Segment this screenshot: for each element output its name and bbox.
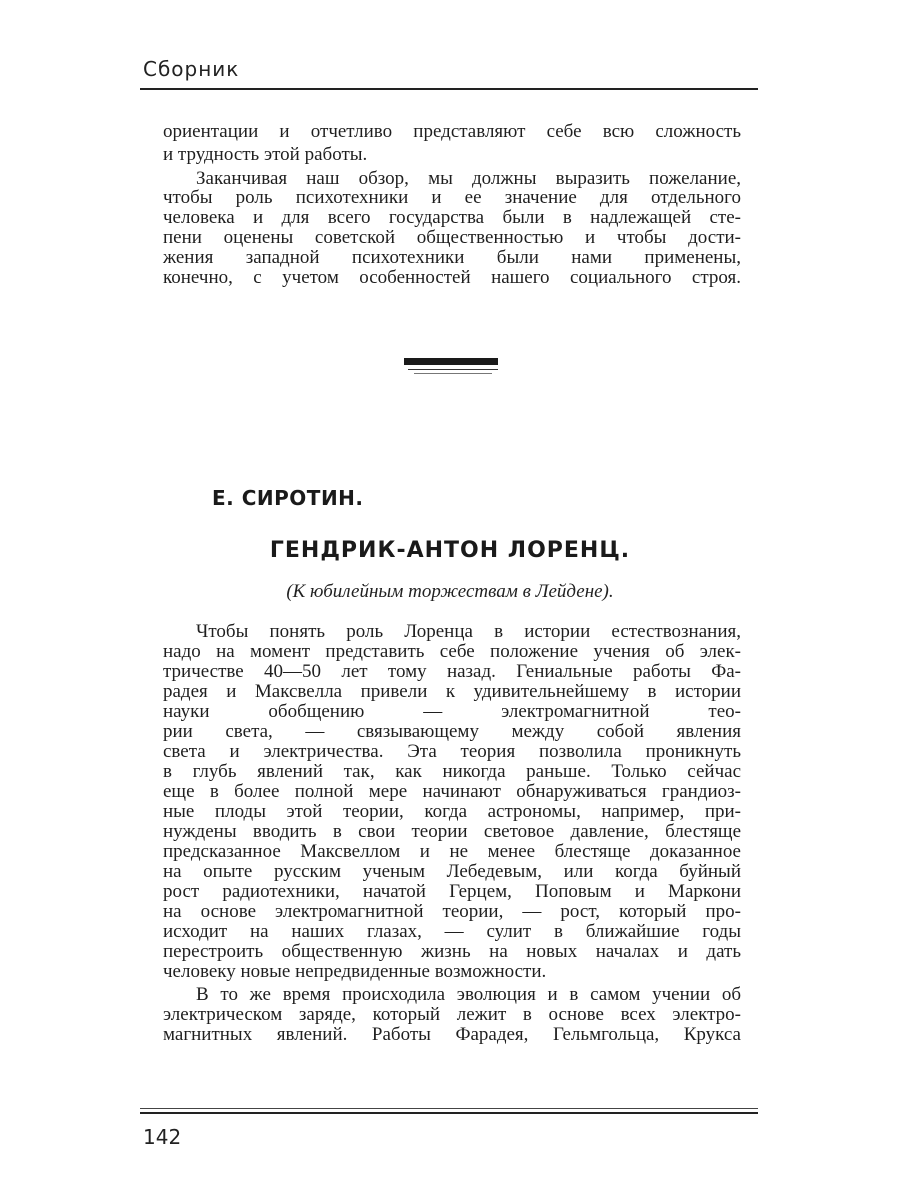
text-line: жения западной психотехники были нами применены, — [163, 247, 741, 268]
text-line: рии света, — связывающему между собой явления — [163, 721, 741, 742]
text-line: чтобы роль психотехники и ее значение для отдельного — [163, 187, 741, 208]
text-line: науки обобщению — электромагнитной тео- — [163, 701, 741, 722]
text-line: магнитных явлений. Работы Фарадея, Гельмгольца, Крукса — [163, 1024, 741, 1045]
text-line: пени оценены советской общественностью и чтобы дости- — [163, 227, 741, 248]
article-title: ГЕНДРИК-АНТОН ЛОРЕНЦ. — [269, 538, 631, 563]
text-line: конечно, с учетом особенностей нашего социального строя. — [163, 267, 741, 288]
footer-rule — [140, 1112, 758, 1114]
text-line: света и электричества. Эта теория позволила проникнуть — [163, 741, 741, 762]
text-line: человеку новые непредвиденные возможности. — [163, 961, 547, 982]
text-line: радея и Максвелла привели к удивительнейшему в истории — [163, 681, 741, 702]
running-head: Сборник — [143, 57, 240, 81]
text-line: исходит на наших глазах, — сулит в ближайшие годы — [163, 921, 741, 942]
text-line: рост радиотехники, начатой Герцем, Поповым и Маркони — [163, 881, 741, 902]
text-line: нуждены вводить в свои теории световое давление, блестяще — [163, 821, 741, 842]
footer-rule — [140, 1108, 758, 1109]
text-line: человека и для всего государства были в надлежащей сте- — [163, 207, 741, 228]
section-divider-ornament — [404, 358, 498, 378]
article-subtitle: (К юбилейным торжествам в Лейдене). — [286, 581, 614, 602]
text-line: надо на момент представить себе положение учения об элек- — [163, 641, 741, 662]
text-line: на опыте русским ученым Лебедевым, или когда буйный — [163, 861, 741, 882]
text-line: электрическом заряде, который лежит в основе всех электро- — [163, 1004, 741, 1025]
page-number: 142 — [143, 1125, 182, 1149]
header-rule — [140, 88, 758, 90]
text-line: на основе электромагнитной теории, — рост, который про- — [163, 901, 741, 922]
text-line: и трудность этой работы. — [163, 144, 368, 165]
text-line: Чтобы понять роль Лоренца в истории естествознания, — [196, 621, 741, 642]
text-line: Заканчивая наш обзор, мы должны выразить пожелание, — [196, 168, 741, 189]
text-line: предсказанное Максвеллом и не менее блестяще доказанное — [163, 841, 741, 862]
text-line: тричестве 40—50 лет тому назад. Гениальные работы Фа- — [163, 661, 741, 682]
text-line: В то же время происходила эволюция и в самом учении об — [196, 984, 741, 1005]
text-line: перестроить общественную жизнь на новых началах и дать — [163, 941, 741, 962]
text-line: ориентации и отчетливо представляют себе всю сложность — [163, 121, 741, 142]
text-line: еще в более полной мере начинают обнаруживаться грандиоз- — [163, 781, 741, 802]
text-line: в глубь явлений так, как никогда раньше. Только сейчас — [163, 761, 741, 782]
text-line: ные плоды этой теории, когда астрономы, например, при- — [163, 801, 741, 822]
article-author: Е. СИРОТИН. — [212, 486, 364, 510]
